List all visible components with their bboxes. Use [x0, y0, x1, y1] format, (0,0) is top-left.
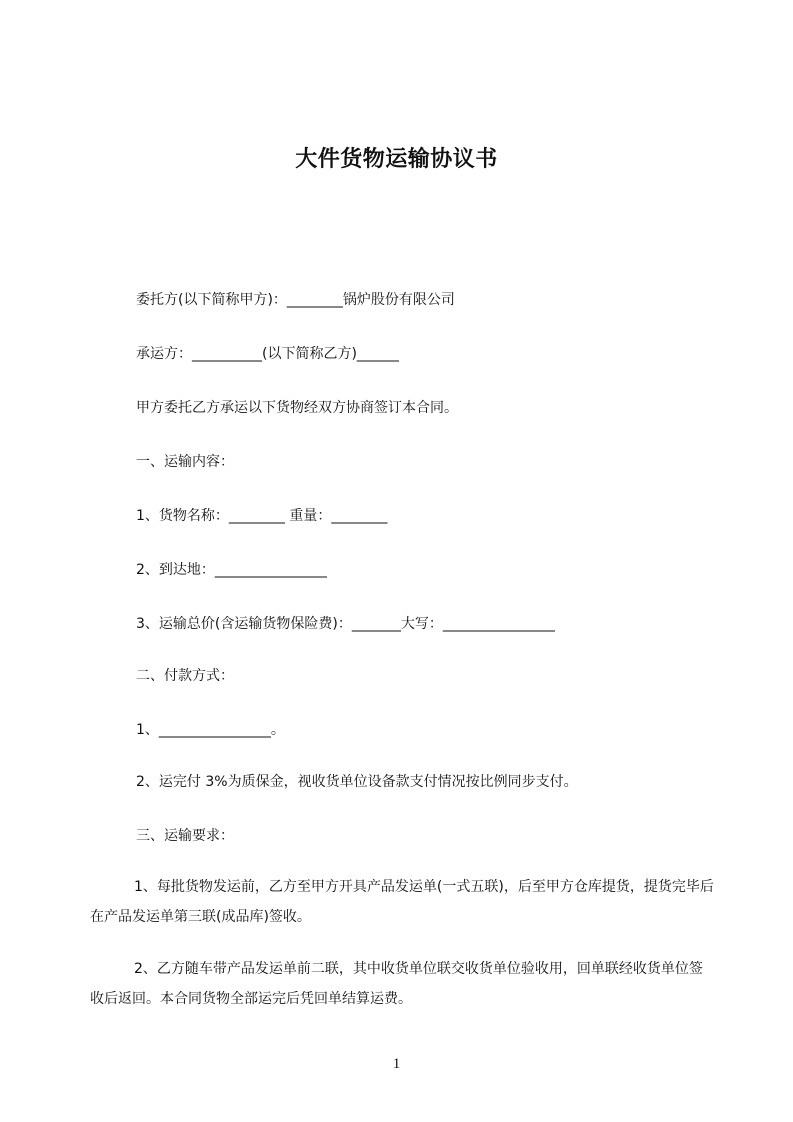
total-price-line: 3、运输总价(含运输货物保险费)：_______大写：________________	[136, 616, 555, 632]
requirement-paragraph-1: 1、每批货物发运前，乙方至甲方开具产品发运单(一式五联)，后至甲方仓库提货，提货完毕后在产品发运单第三联(成品库)签收。	[90, 879, 714, 925]
goods-name-weight-line: 1、货物名称：________ 重量：________	[136, 508, 388, 524]
section-heading-payment: 二、付款方式：	[136, 668, 234, 684]
requirement-paragraph-2: 2、乙方随车带产品发运单前二联，其中收货单位联交收货单位验收用，回单联经收货单位签收后返回。本合同货物全部运完后凭回单结算运费。	[90, 961, 703, 1007]
section-heading-transport-requirements: 三、运输要求：	[136, 828, 234, 844]
payment-item-2: 2、运完付 3%为质保金，视收货单位设备款支付情况按比例同步支付。	[136, 774, 578, 790]
intro-line: 甲方委托乙方承运以下货物经双方协商签订本合同。	[136, 400, 458, 416]
payment-item-1: 1、________________。	[136, 722, 285, 738]
client-line: 委托方(以下简称甲方)：________锅炉股份有限公司	[136, 292, 455, 308]
section-heading-transport-content: 一、运输内容：	[136, 454, 234, 470]
contract-title: 大件货物运输协议书	[295, 147, 498, 172]
carrier-line: 承运方：__________(以下简称乙方)______	[136, 346, 399, 362]
page-number: 1	[392, 1056, 401, 1072]
destination-line: 2、到达地：________________	[136, 562, 327, 578]
